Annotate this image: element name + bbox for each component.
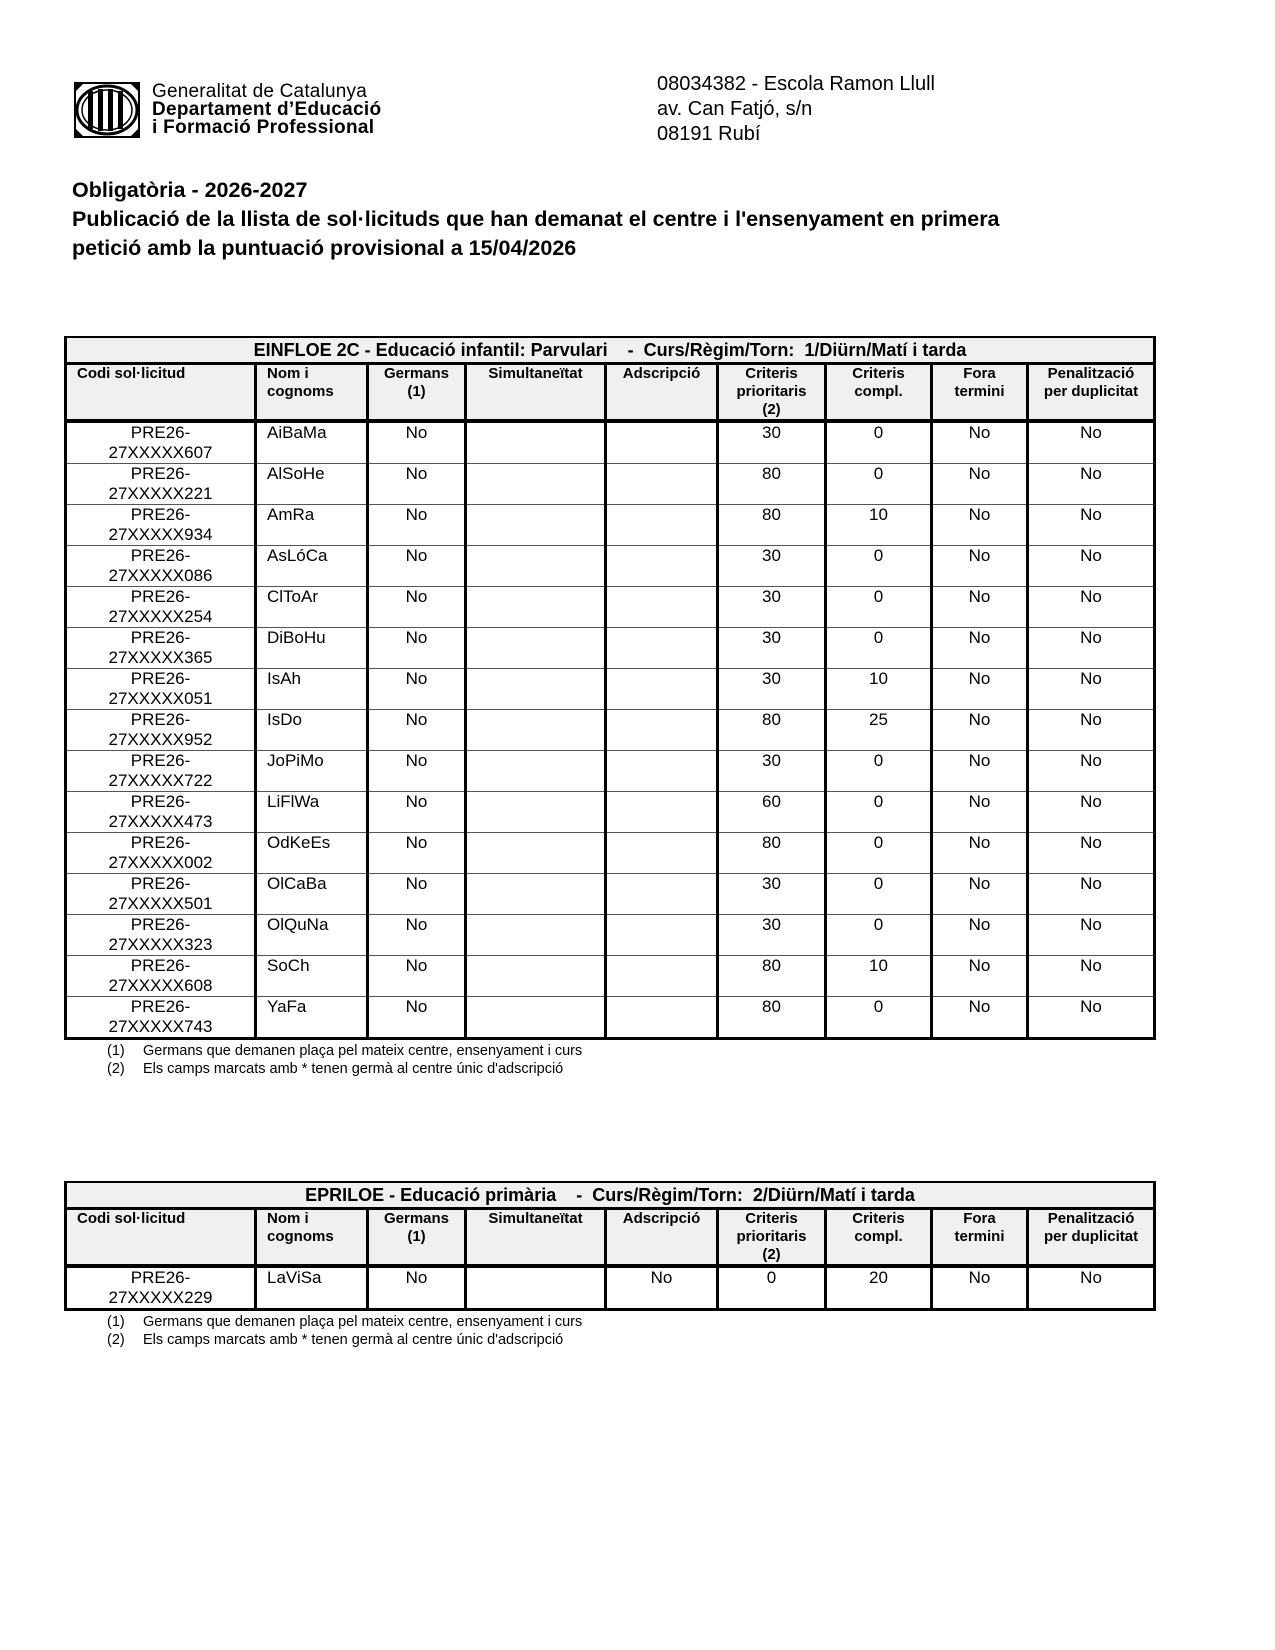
- table-row: [66, 628, 1155, 669]
- cell-compl: 20: [826, 1266, 932, 1310]
- cell-adscripcio: [606, 464, 718, 505]
- cell-codi: PRE26- 27XXXXX743: [66, 997, 256, 1039]
- cell-fora-termini: No: [932, 421, 1028, 464]
- cell-prioritaris: 30: [718, 669, 826, 710]
- cell-compl: 10: [826, 505, 932, 546]
- cell-fora-termini: No: [932, 792, 1028, 833]
- cell-nom: OlQuNa: [256, 915, 368, 956]
- centre-name: 08034382 - Escola Ramon Llull: [657, 73, 935, 95]
- cell-adscripcio: [606, 874, 718, 915]
- cell-nom: LaViSa: [256, 1266, 368, 1310]
- cell-prioritaris: 80: [718, 997, 826, 1039]
- col-header-germans: Germans (1): [368, 364, 466, 422]
- cell-codi: PRE26- 27XXXXX501: [66, 874, 256, 915]
- logo-line-formacio: i Formació Professional: [152, 117, 375, 138]
- cell-germans: No: [368, 587, 466, 628]
- cell-germans: No: [368, 915, 466, 956]
- cell-penalitzacio: No: [1028, 792, 1155, 833]
- cell-penalitzacio: No: [1028, 874, 1155, 915]
- title-description-line1: Publicació de la llista de sol·licituds que han demanat el centre i l'ensenyament en primera: [72, 207, 1000, 231]
- table-row: [66, 751, 1155, 792]
- cell-nom: DiBoHu: [256, 628, 368, 669]
- footnote-1: (1) Germans que demanen plaça pel mateix centre, ensenyament i curs: [107, 1314, 583, 1330]
- cell-germans: No: [368, 464, 466, 505]
- col-header-compl: Criteris compl.: [826, 364, 932, 422]
- cell-prioritaris: 0: [718, 1266, 826, 1310]
- cell-simultaneitat: [466, 710, 606, 751]
- table-body: [66, 1266, 1155, 1310]
- cell-simultaneitat: [466, 421, 606, 464]
- cell-adscripcio: [606, 546, 718, 587]
- cell-adscripcio: No: [606, 1266, 718, 1310]
- cell-prioritaris: 30: [718, 546, 826, 587]
- cell-penalitzacio: No: [1028, 710, 1155, 751]
- cell-penalitzacio: No: [1028, 833, 1155, 874]
- cell-adscripcio: [606, 505, 718, 546]
- cell-penalitzacio: No: [1028, 669, 1155, 710]
- section-band-title: EPRILOE - Educació primària - Curs/Règim/Torn: 2/Diürn/Matí i tarda: [66, 1182, 1155, 1209]
- cell-penalitzacio: No: [1028, 628, 1155, 669]
- cell-nom: AiBaMa: [256, 421, 368, 464]
- col-header-germans: Germans (1): [368, 1209, 466, 1267]
- cell-compl: 10: [826, 956, 932, 997]
- cell-compl: 0: [826, 751, 932, 792]
- cell-germans: No: [368, 546, 466, 587]
- cell-compl: 0: [826, 587, 932, 628]
- cell-codi: PRE26- 27XXXXX365: [66, 628, 256, 669]
- cell-adscripcio: [606, 751, 718, 792]
- footnote-2: (2) Els camps marcats amb * tenen germà al centre únic d'adscripció: [107, 1061, 564, 1077]
- table-body: [66, 421, 1155, 1039]
- table-row: [66, 587, 1155, 628]
- cell-adscripcio: [606, 833, 718, 874]
- cell-codi: PRE26- 27XXXXX002: [66, 833, 256, 874]
- table-row: [66, 915, 1155, 956]
- cell-compl: 25: [826, 710, 932, 751]
- cell-fora-termini: No: [932, 915, 1028, 956]
- cell-prioritaris: 30: [718, 915, 826, 956]
- table-row: [66, 669, 1155, 710]
- cell-simultaneitat: [466, 792, 606, 833]
- cell-penalitzacio: No: [1028, 915, 1155, 956]
- cell-germans: No: [368, 792, 466, 833]
- cell-fora-termini: No: [932, 546, 1028, 587]
- cell-simultaneitat: [466, 505, 606, 546]
- table-header-row: [66, 1209, 1155, 1267]
- cell-germans: No: [368, 751, 466, 792]
- footnotes: [107, 1313, 1153, 1349]
- cell-nom: OlCaBa: [256, 874, 368, 915]
- cell-nom: AlSoHe: [256, 464, 368, 505]
- cell-prioritaris: 80: [718, 464, 826, 505]
- cell-germans: No: [368, 997, 466, 1039]
- cell-germans: No: [368, 874, 466, 915]
- footnote-1: (1) Germans que demanen plaça pel mateix centre, ensenyament i curs: [107, 1043, 583, 1059]
- table-row: [66, 421, 1155, 464]
- cell-penalitzacio: No: [1028, 546, 1155, 587]
- table-row: [66, 505, 1155, 546]
- generalitat-logo: [74, 82, 381, 138]
- cell-nom: OdKeEs: [256, 833, 368, 874]
- cell-simultaneitat: [466, 628, 606, 669]
- cell-adscripcio: [606, 792, 718, 833]
- cell-penalitzacio: No: [1028, 997, 1155, 1039]
- title-year: Obligatòria - 2026-2027: [72, 178, 308, 202]
- cell-compl: 0: [826, 874, 932, 915]
- cell-simultaneitat: [466, 546, 606, 587]
- centre-city: 08191 Rubí: [657, 123, 761, 145]
- cell-adscripcio: [606, 915, 718, 956]
- cell-nom: JoPiMo: [256, 751, 368, 792]
- cell-codi: PRE26- 27XXXXX952: [66, 710, 256, 751]
- cell-codi: PRE26- 27XXXXX229: [66, 1266, 256, 1310]
- col-header-penalitzacio: Penalització per duplicitat: [1028, 364, 1155, 422]
- cell-fora-termini: No: [932, 464, 1028, 505]
- cell-germans: No: [368, 710, 466, 751]
- table-row: [66, 792, 1155, 833]
- cell-fora-termini: No: [932, 997, 1028, 1039]
- cell-penalitzacio: No: [1028, 956, 1155, 997]
- table-row: [66, 464, 1155, 505]
- col-header-fora-termini: Fora termini: [932, 1209, 1028, 1267]
- cell-codi: PRE26- 27XXXXX323: [66, 915, 256, 956]
- cell-fora-termini: No: [932, 874, 1028, 915]
- cell-fora-termini: No: [932, 587, 1028, 628]
- logo-line-generalitat: Generalitat de Catalunya: [152, 81, 367, 102]
- col-header-nom: Nom i cognoms: [256, 364, 368, 422]
- table-header-row: [66, 364, 1155, 422]
- table-row: [66, 956, 1155, 997]
- cell-nom: SoCh: [256, 956, 368, 997]
- cell-fora-termini: No: [932, 1266, 1028, 1310]
- cell-fora-termini: No: [932, 956, 1028, 997]
- cell-codi: PRE26- 27XXXXX221: [66, 464, 256, 505]
- cell-codi: PRE26- 27XXXXX722: [66, 751, 256, 792]
- cell-simultaneitat: [466, 874, 606, 915]
- cell-compl: 0: [826, 546, 932, 587]
- cell-nom: LiFlWa: [256, 792, 368, 833]
- cell-fora-termini: No: [932, 628, 1028, 669]
- cell-prioritaris: 30: [718, 421, 826, 464]
- cell-compl: 0: [826, 464, 932, 505]
- cell-germans: No: [368, 1266, 466, 1310]
- cell-codi: PRE26- 27XXXXX607: [66, 421, 256, 464]
- section-band-title: EINFLOE 2C - Educació infantil: Parvulari - Curs/Règim/Torn: 1/Diürn/Matí i tarda: [66, 337, 1155, 364]
- col-header-codi: Codi sol·licitud: [66, 364, 256, 422]
- footnotes: [107, 1042, 1153, 1078]
- cell-codi: PRE26- 27XXXXX254: [66, 587, 256, 628]
- cell-prioritaris: 80: [718, 505, 826, 546]
- cell-germans: No: [368, 956, 466, 997]
- section-einfloe-2c: [64, 336, 1153, 1078]
- document-title: [72, 176, 1172, 263]
- cell-simultaneitat: [466, 997, 606, 1039]
- cell-compl: 0: [826, 421, 932, 464]
- cell-prioritaris: 80: [718, 710, 826, 751]
- cell-penalitzacio: No: [1028, 421, 1155, 464]
- cell-compl: 0: [826, 792, 932, 833]
- cell-codi: PRE26- 27XXXXX934: [66, 505, 256, 546]
- cell-adscripcio: [606, 997, 718, 1039]
- col-header-prioritaris: Criteris prioritaris (2): [718, 364, 826, 422]
- table-row: [66, 1266, 1155, 1310]
- cell-simultaneitat: [466, 751, 606, 792]
- cell-germans: No: [368, 833, 466, 874]
- col-header-adscripcio: Adscripció: [606, 364, 718, 422]
- col-header-prioritaris: Criteris prioritaris (2): [718, 1209, 826, 1267]
- cell-nom: IsDo: [256, 710, 368, 751]
- cell-nom: AmRa: [256, 505, 368, 546]
- catalan-coat-of-arms-icon: [74, 82, 140, 138]
- cell-fora-termini: No: [932, 669, 1028, 710]
- cell-germans: No: [368, 628, 466, 669]
- cell-prioritaris: 80: [718, 956, 826, 997]
- cell-adscripcio: [606, 669, 718, 710]
- cell-germans: No: [368, 505, 466, 546]
- cell-compl: 0: [826, 997, 932, 1039]
- cell-nom: ClToAr: [256, 587, 368, 628]
- applications-table: [64, 1181, 1156, 1311]
- cell-prioritaris: 30: [718, 874, 826, 915]
- cell-compl: 0: [826, 628, 932, 669]
- cell-penalitzacio: No: [1028, 587, 1155, 628]
- cell-adscripcio: [606, 587, 718, 628]
- cell-prioritaris: 60: [718, 792, 826, 833]
- cell-germans: No: [368, 669, 466, 710]
- cell-compl: 0: [826, 833, 932, 874]
- centre-info: [657, 72, 935, 147]
- cell-fora-termini: No: [932, 505, 1028, 546]
- cell-compl: 10: [826, 669, 932, 710]
- cell-penalitzacio: No: [1028, 464, 1155, 505]
- cell-simultaneitat: [466, 1266, 606, 1310]
- cell-adscripcio: [606, 628, 718, 669]
- table-row: [66, 833, 1155, 874]
- cell-fora-termini: No: [932, 833, 1028, 874]
- cell-codi: PRE26- 27XXXXX086: [66, 546, 256, 587]
- cell-fora-termini: No: [932, 751, 1028, 792]
- applications-table: [64, 336, 1156, 1040]
- table-row: [66, 710, 1155, 751]
- cell-penalitzacio: No: [1028, 1266, 1155, 1310]
- cell-simultaneitat: [466, 833, 606, 874]
- col-header-codi: Codi sol·licitud: [66, 1209, 256, 1267]
- cell-codi: PRE26- 27XXXXX051: [66, 669, 256, 710]
- cell-fora-termini: No: [932, 710, 1028, 751]
- footnote-2: (2) Els camps marcats amb * tenen germà al centre únic d'adscripció: [107, 1332, 564, 1348]
- table-row: [66, 874, 1155, 915]
- col-header-simultaneitat: Simultaneïtat: [466, 364, 606, 422]
- cell-simultaneitat: [466, 956, 606, 997]
- col-header-fora-termini: Fora termini: [932, 364, 1028, 422]
- cell-simultaneitat: [466, 464, 606, 505]
- cell-simultaneitat: [466, 669, 606, 710]
- cell-codi: PRE26- 27XXXXX608: [66, 956, 256, 997]
- cell-prioritaris: 30: [718, 751, 826, 792]
- cell-codi: PRE26- 27XXXXX473: [66, 792, 256, 833]
- cell-prioritaris: 80: [718, 833, 826, 874]
- cell-prioritaris: 30: [718, 587, 826, 628]
- cell-simultaneitat: [466, 587, 606, 628]
- cell-nom: IsAh: [256, 669, 368, 710]
- col-header-nom: Nom i cognoms: [256, 1209, 368, 1267]
- cell-penalitzacio: No: [1028, 505, 1155, 546]
- cell-prioritaris: 30: [718, 628, 826, 669]
- centre-address: av. Can Fatjó, s/n: [657, 98, 813, 120]
- cell-adscripcio: [606, 710, 718, 751]
- cell-penalitzacio: No: [1028, 751, 1155, 792]
- table-row: [66, 546, 1155, 587]
- col-header-penalitzacio: Penalització per duplicitat: [1028, 1209, 1155, 1267]
- logo-text: [152, 83, 381, 137]
- col-header-adscripcio: Adscripció: [606, 1209, 718, 1267]
- title-description-line2: petició amb la puntuació provisional a 15/04/2026: [72, 236, 577, 260]
- cell-nom: AsLóCa: [256, 546, 368, 587]
- cell-simultaneitat: [466, 915, 606, 956]
- cell-nom: YaFa: [256, 997, 368, 1039]
- col-header-simultaneitat: Simultaneïtat: [466, 1209, 606, 1267]
- cell-adscripcio: [606, 421, 718, 464]
- cell-germans: No: [368, 421, 466, 464]
- cell-adscripcio: [606, 956, 718, 997]
- section-epriloe: [64, 1181, 1153, 1349]
- logo-line-departament: Departament d’Educació: [152, 99, 382, 120]
- col-header-compl: Criteris compl.: [826, 1209, 932, 1267]
- cell-compl: 0: [826, 915, 932, 956]
- table-row: [66, 997, 1155, 1039]
